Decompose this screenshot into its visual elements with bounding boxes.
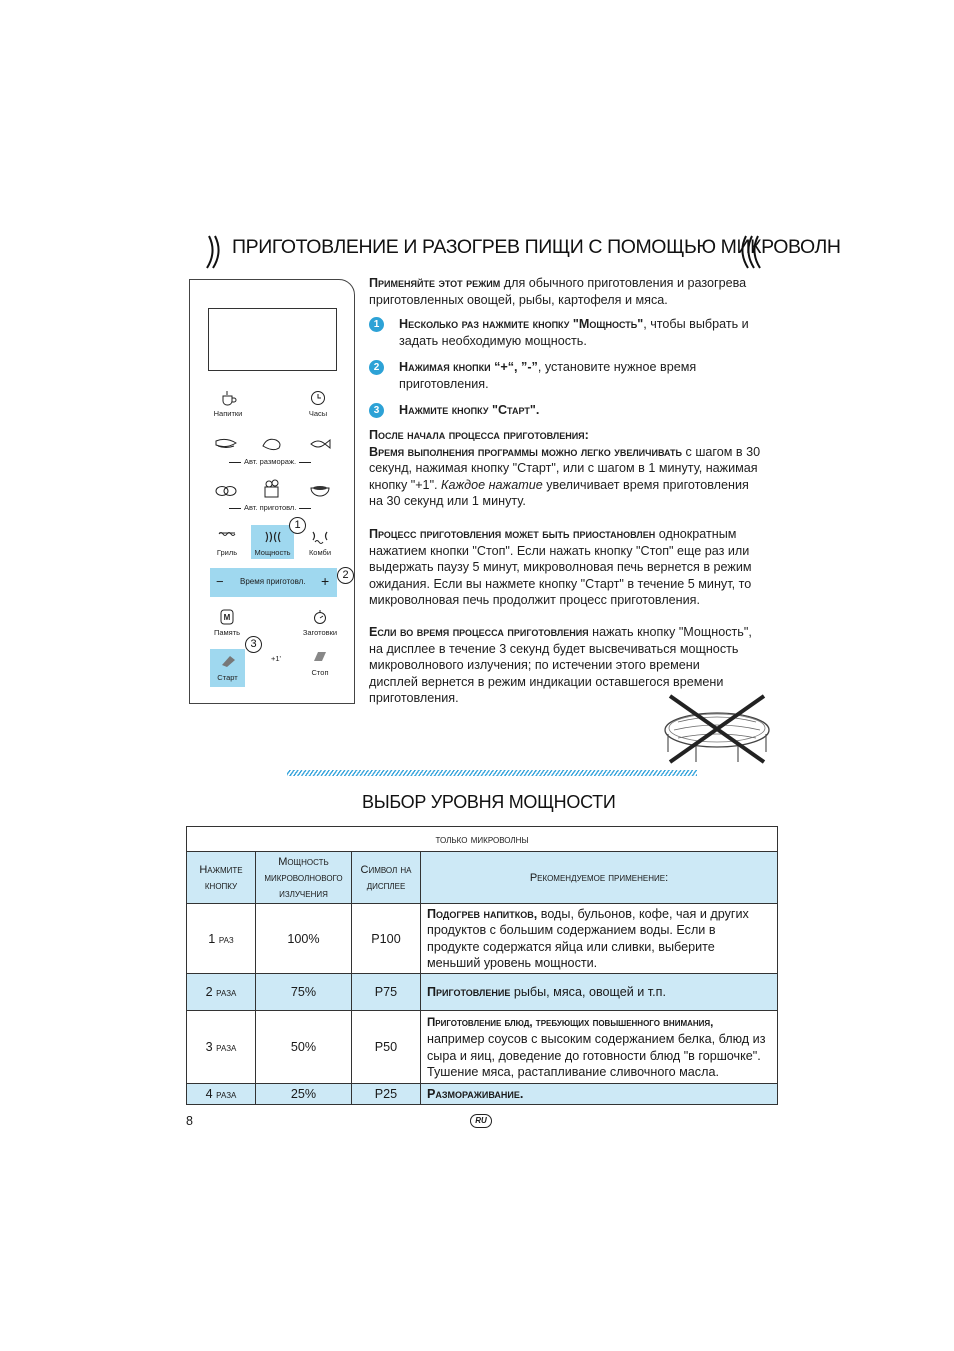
auto-cook-potato-icon: [214, 484, 238, 498]
table-row: [187, 1084, 778, 1105]
callout-1: 1: [289, 517, 306, 534]
auto-cook-soup-icon: [309, 482, 331, 498]
defrost-poultry-icon: [260, 436, 284, 452]
stop-button[interactable]: [302, 649, 338, 677]
col-header-press: [187, 852, 256, 904]
press-word: раза: [216, 1042, 237, 1055]
auto-cook-label: Авт. приготовл.: [244, 503, 297, 512]
start-icon: [218, 653, 238, 669]
pause-paragraph: [369, 526, 769, 609]
use-l2: продуктов с большим содержанием воды. Если в: [427, 923, 716, 938]
stop-label: Стоп: [311, 668, 329, 677]
step-3-text: [399, 402, 769, 419]
press-count: 3: [205, 1040, 213, 1055]
power-cell: 50%: [256, 1011, 352, 1084]
plus-one-label: +1': [271, 654, 281, 663]
pause-rest: однократным: [655, 527, 737, 541]
use-l3: продукте содержатся яйца или сливки, выберите: [427, 939, 715, 954]
step-1-text: [399, 316, 769, 349]
step-2-lead: Нажимая кнопки “+“, ”-”: [399, 360, 538, 374]
plus-button[interactable]: +: [321, 573, 330, 589]
col-header-press-l1: Нажмите: [199, 863, 243, 876]
start-label: Старт: [217, 673, 238, 682]
use-bold: Подогрев напитков,: [427, 907, 538, 921]
power-cell: 75%: [256, 974, 352, 1011]
during-line2: на дисплее в течение 3 секунд будет высвечиваться мощность: [369, 641, 739, 656]
use-cell: [421, 1011, 778, 1084]
step-3-bullet: 3: [369, 403, 384, 418]
intro-line2: приготовленных овощей, рыбы, картофеля и мяса.: [369, 292, 668, 307]
symbol-cell: P100: [352, 904, 421, 974]
microwave-waves-left-icon: [203, 232, 229, 272]
symbol-cell: P75: [352, 974, 421, 1011]
page-title: ПРИГОТОВЛЕНИЕ И РАЗОГРЕВ ПИЩИ С ПОМОЩЬЮ МИКРОВОЛН: [232, 236, 841, 258]
symbol-cell: P25: [352, 1084, 421, 1105]
press-word: раза: [216, 1089, 237, 1102]
auto-defrost-caption: [226, 457, 314, 466]
plus-one-button[interactable]: [262, 654, 290, 663]
after-start-lead: Время выполнения программы можно легко увеличивать: [369, 444, 683, 459]
col-header-power-l2: микроволнового: [264, 871, 343, 884]
after-start-rest: с шагом в 30: [682, 444, 761, 459]
use-l1: рыбы, мяса, овощей и т.п.: [510, 985, 666, 1000]
pause-line2: нажатием кнопки "Стоп". Если нажать кнопку "Стоп" еще раз или: [369, 543, 750, 558]
step-2-text: [399, 359, 769, 392]
use-l3: сыра и яиц, доведение до готовности блюд "в горшочке".: [427, 1048, 761, 1063]
power-cell: 25%: [256, 1084, 352, 1105]
grill-icon: [217, 529, 237, 545]
power-label: Мощность: [254, 548, 291, 557]
step-2-line2: приготовления.: [399, 376, 489, 391]
use-cell: [421, 974, 778, 1011]
col-header-use: Рекомендуемое применение:: [421, 852, 778, 904]
press-cell: [187, 1011, 256, 1084]
use-bold: Размораживание.: [427, 1087, 524, 1102]
cook-time-label: Время приготовл.: [240, 577, 306, 586]
use-bold: Приготовление блюд, требующих повышенного внимания,: [427, 1017, 714, 1030]
after-start-line3-italic: Каждое нажатие: [441, 477, 543, 492]
press-cell: [187, 904, 256, 974]
presets-button[interactable]: [298, 609, 342, 637]
combi-icon: [310, 529, 330, 545]
auto-cook-caption: [226, 503, 314, 512]
clock-button[interactable]: [300, 390, 336, 418]
after-start-line4: на 30 секунд или 1 минуту.: [369, 494, 526, 508]
section-divider: [287, 770, 697, 776]
col-header-press-l2: кнопку: [204, 879, 238, 892]
drinks-button[interactable]: [208, 390, 248, 418]
presets-icon: [310, 609, 330, 625]
use-cell: [421, 1084, 778, 1105]
intro-lead: Применяйте этот режим: [369, 276, 501, 290]
press-cell: [187, 974, 256, 1011]
during-line5: приготовления.: [369, 691, 459, 705]
col-header-symbol-l2: дисплее: [366, 879, 406, 892]
col-header-symbol: [352, 852, 421, 904]
col-header-power: [256, 852, 352, 904]
step-1-lead: Несколько раз нажмите кнопку "Мощность": [399, 317, 644, 331]
grill-button[interactable]: [210, 529, 244, 557]
power-level-table: [186, 826, 778, 1105]
intro-paragraph: [369, 275, 769, 308]
clock-icon: [308, 390, 328, 406]
presets-label: Заготовки: [302, 628, 338, 637]
memory-button[interactable]: [208, 609, 246, 637]
callout-2: 2: [337, 567, 354, 584]
during-line4: дисплей вернется в режим индикации оставшегося времени: [369, 674, 724, 689]
step-3-lead: Нажмите кнопку "Старт".: [399, 403, 540, 417]
stop-icon: [310, 649, 330, 665]
table-row: [187, 904, 778, 974]
after-start-paragraph: [369, 427, 769, 510]
table-row: [187, 1011, 778, 1084]
after-start-line3b: увеличивает время приготовления: [542, 477, 749, 492]
press-count: 2: [205, 985, 213, 1000]
after-start-line3a: кнопку "+1".: [369, 477, 442, 492]
power-button[interactable]: [251, 525, 294, 559]
during-lead: Если во время процесса приготовления: [369, 625, 589, 639]
pause-line3: выдержать паузу 5 минут, микроволновая печь вернется в режим: [369, 560, 752, 574]
auto-cook-vegetables-icon: [261, 479, 283, 499]
during-rest: нажать кнопку "Мощность",: [588, 625, 752, 639]
step-1-rest: , чтобы выбрать и: [643, 317, 749, 331]
grill-label: Гриль: [216, 548, 238, 557]
combi-label: Комби: [308, 548, 332, 557]
clock-label: Часы: [308, 409, 328, 418]
microwave-waves-icon: [263, 529, 283, 545]
step-1-bullet: 1: [369, 317, 384, 332]
step-1-line2: задать необходимую мощность.: [399, 333, 587, 348]
memory-label: Память: [213, 628, 241, 637]
table-row: [187, 974, 778, 1011]
pause-line4: ожидания. Если вы нажмете кнопку "Старт" в течение 5 минут, то: [369, 576, 752, 591]
press-word: раза: [216, 987, 237, 1000]
power-cell: 100%: [256, 904, 352, 974]
use-l2: например соусов с высоким содержанием белка, блюд из: [427, 1032, 766, 1047]
combi-button[interactable]: [302, 529, 338, 557]
auto-defrost-label: Авт. размораж.: [244, 457, 297, 466]
press-cell: [187, 1084, 256, 1105]
cook-time-bar: [210, 568, 337, 597]
defrost-fish-icon: [308, 437, 332, 451]
cup-icon: [218, 390, 238, 406]
use-cell: [421, 904, 778, 974]
microwave-waves-right-icon: [738, 232, 764, 272]
start-button[interactable]: [210, 649, 245, 687]
minus-button[interactable]: −: [216, 574, 224, 589]
step-2-rest: , установите нужное время: [537, 360, 697, 374]
callout-3: 3: [245, 636, 262, 653]
drinks-label: Напитки: [213, 409, 243, 418]
col-header-power-l1: Мощность: [278, 855, 329, 868]
defrost-meat-icon: [214, 437, 238, 451]
panel-display: [208, 308, 337, 371]
col-header-symbol-l1: Символ на: [360, 863, 412, 876]
page-number: 8: [186, 1114, 193, 1128]
use-l1: воды, бульонов, кофе, чая и других: [537, 907, 749, 921]
step-2-bullet: 2: [369, 360, 384, 375]
svg-text:M: M: [223, 613, 231, 622]
memory-icon: [217, 609, 237, 625]
table-caption: только микроволны: [187, 827, 778, 852]
col-header-power-l3: излучения: [279, 887, 328, 900]
pause-lead: Процесс приготовления может быть приостановлен: [369, 527, 656, 541]
language-badge: RU: [470, 1114, 492, 1128]
press-count: 4: [205, 1087, 213, 1102]
control-panel-illustration: [189, 279, 355, 704]
use-l4: меньший уровень мощности.: [427, 955, 598, 970]
press-word: раз: [218, 933, 234, 946]
use-bold: Приготовление: [427, 985, 511, 1000]
intro-rest: для обычного приготовления и разогрева: [500, 276, 747, 290]
pause-line5: микроволновая печь продолжит процесс приготовления.: [369, 593, 700, 607]
symbol-cell: P50: [352, 1011, 421, 1084]
during-line3: микроволнового излучения; по истечении этого времени: [369, 658, 700, 672]
use-l4: Тушение мяса, растапливание сливочного масла.: [427, 1064, 719, 1079]
press-count: 1: [208, 931, 216, 946]
after-start-heading: После начала процесса приготовления:: [369, 428, 589, 442]
no-grill-rack-icon: [656, 692, 778, 766]
after-start-line2: секунд, нажимая кнопку "Старт", или с шагом в 1 минуту, нажимая: [369, 461, 758, 475]
section-title: ВЫБОР УРОВНЯ МОЩНОСТИ: [362, 792, 616, 812]
